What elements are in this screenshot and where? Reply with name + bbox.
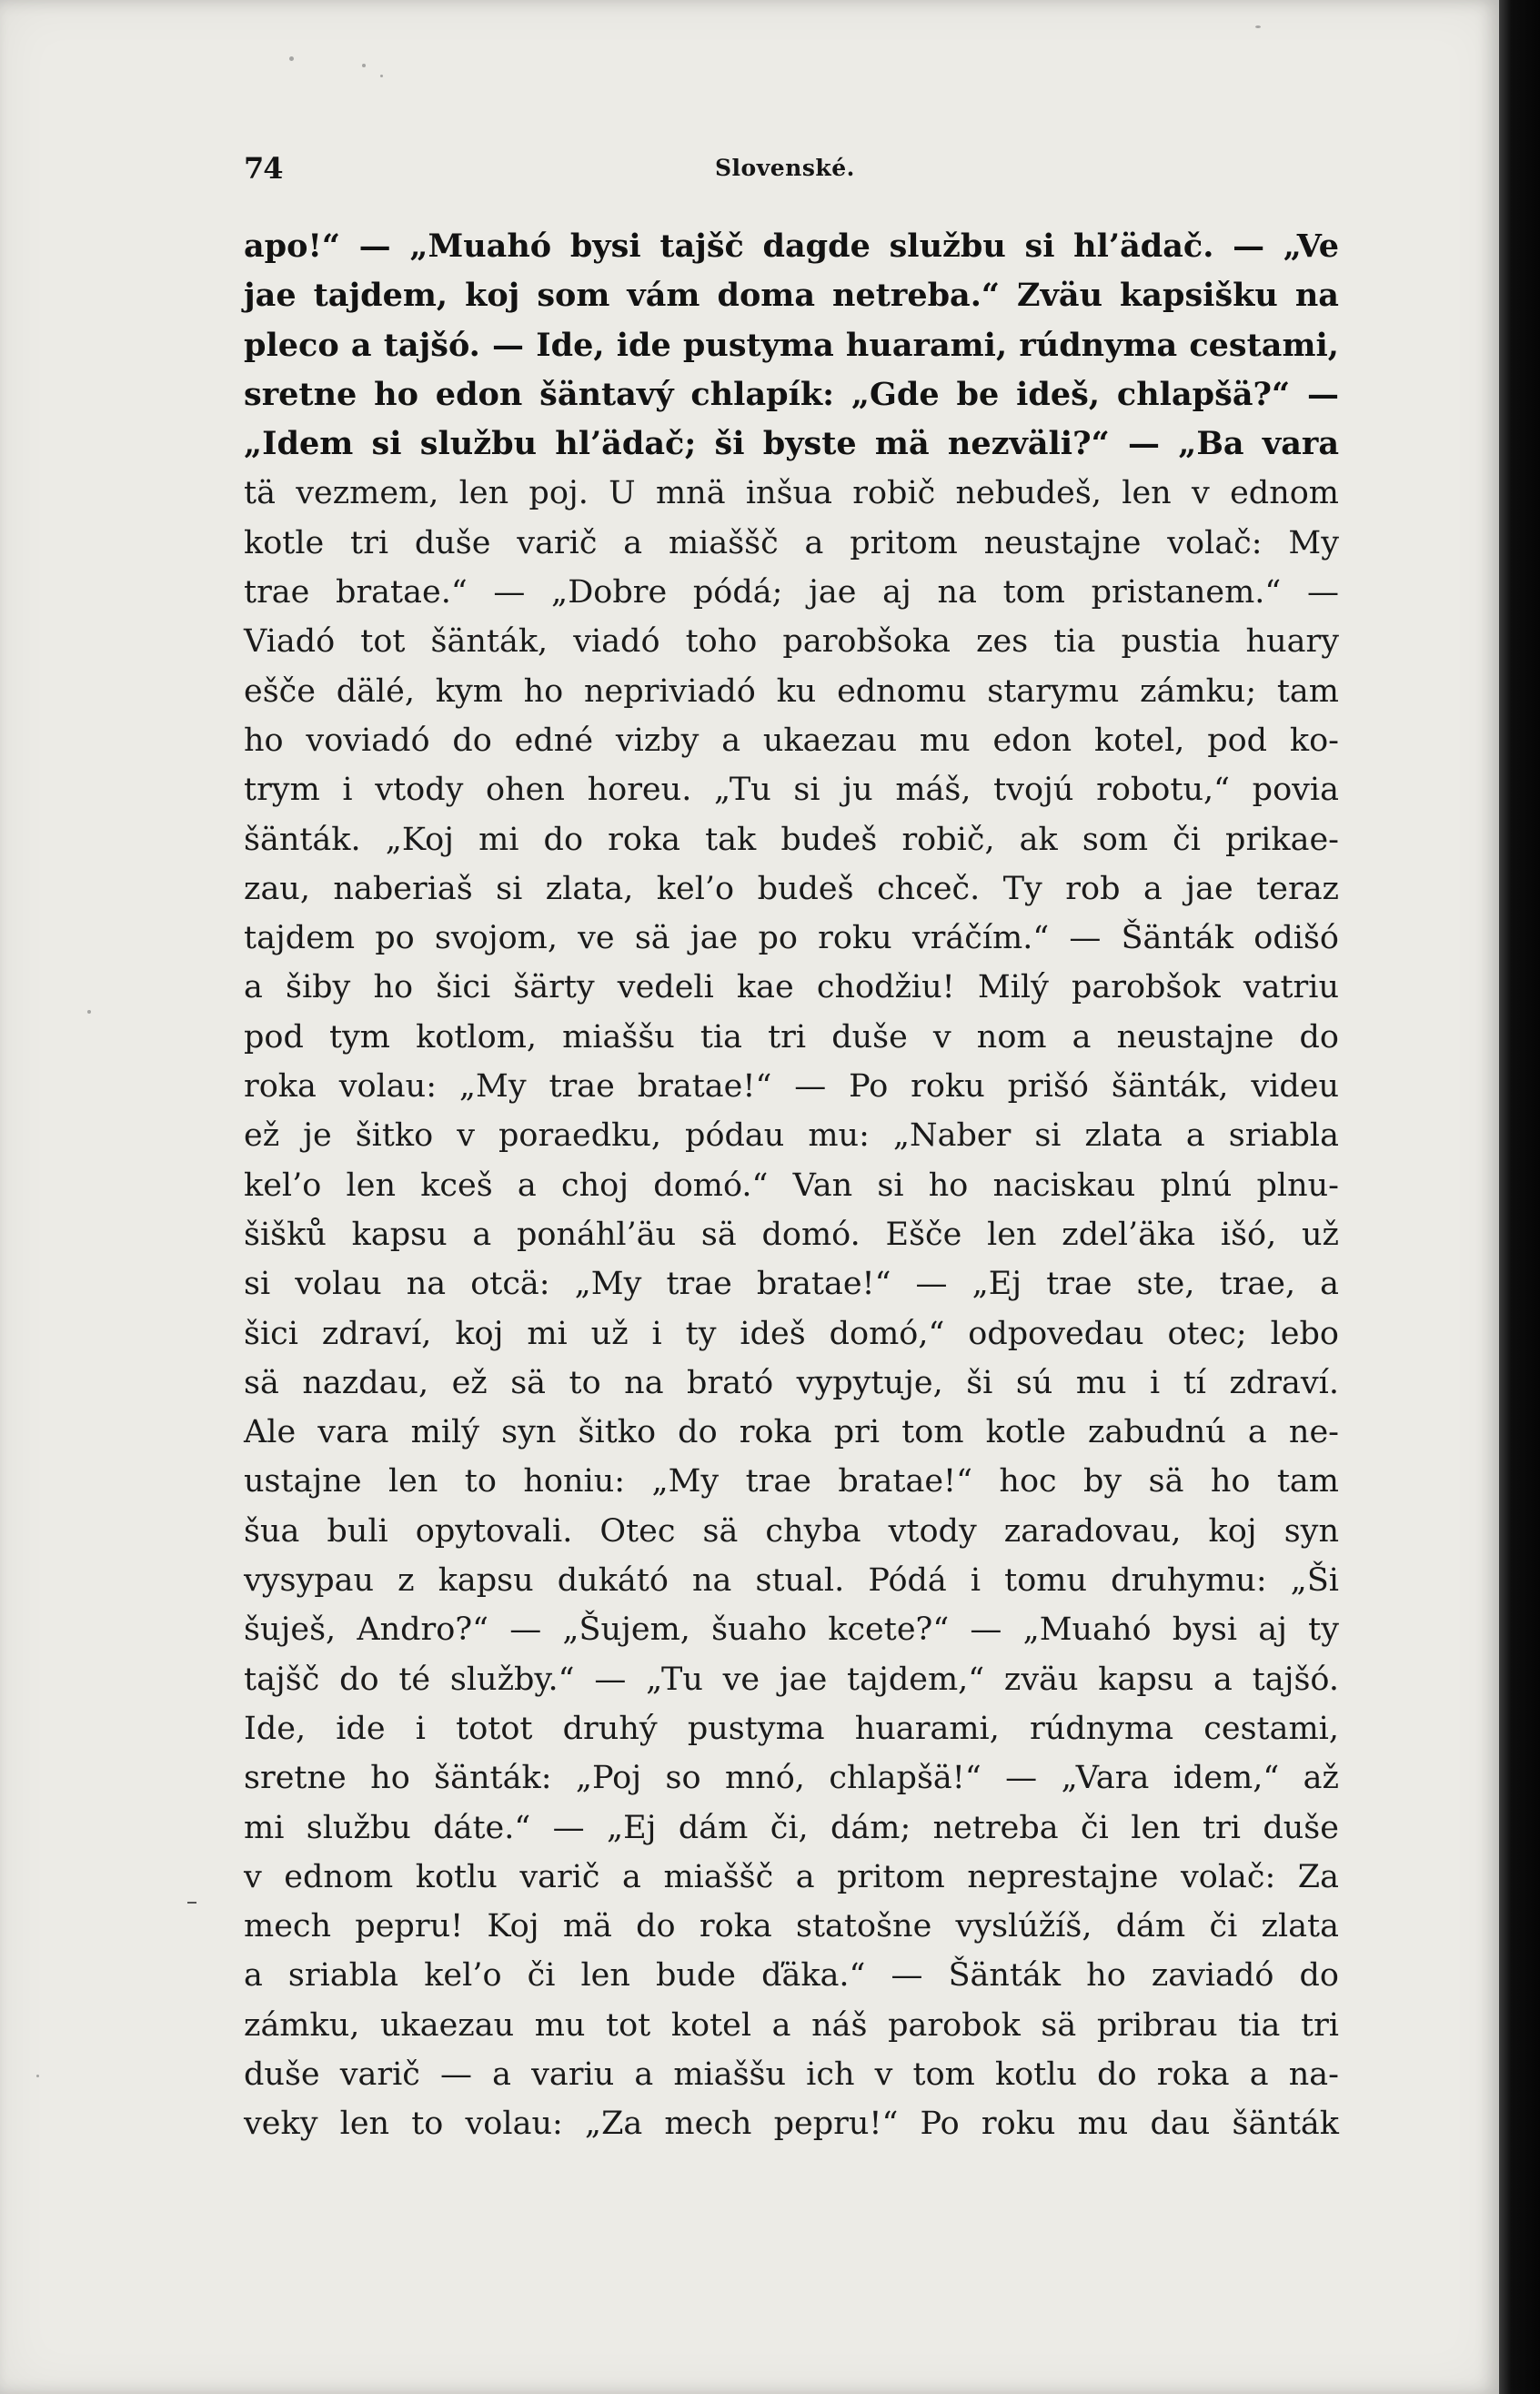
text-line: šänták. „Koj mi do roka tak budeš robič, ak som či prikae-	[244, 821, 1339, 858]
text-line: jae tajdem, koj som vám doma netreba.“ Zväu kapsišku na	[244, 277, 1339, 315]
text-line: zámku, ukaezau mu tot kotel a náš parobok sä pribrau tia tri	[244, 2006, 1339, 2044]
text-line: tä vezmem, len poj. U mnä inšua robič nebudeš, len v ednom	[244, 475, 1339, 512]
running-title: Slovenské.	[715, 155, 855, 181]
text-line: a sriabla kel’o či len bude ďäka.“ — Šänták ho zaviadó do	[244, 1957, 1339, 1995]
text-line: tajdem po svojom, ve sä jae po roku vráčím.“ — Šänták odišó	[244, 920, 1339, 957]
page-header	[244, 151, 1339, 187]
text-body	[244, 222, 1339, 2149]
paper-speck	[1255, 25, 1261, 28]
text-line: ho voviadó do edné vizby a ukaezau mu edon kotel, pod ko-	[244, 722, 1339, 759]
text-line: šua buli opytovali. Otec sä chyba vtody zaradovau, koj syn	[244, 1512, 1339, 1550]
paper-speck	[362, 64, 366, 67]
text-line: roka volau: „My trae bratae!“ — Po roku prišó šänták, videu	[244, 1068, 1339, 1106]
text-line: ešče dälé, kym ho nepriviadó ku ednomu starymu zámku; tam	[244, 672, 1339, 710]
paper-speck	[380, 75, 383, 77]
text-line: sretne ho edon šäntavý chlapík: „Gde be ideš, chlapšä?“ —	[244, 375, 1339, 413]
text-line: trym i vtody ohen horeu. „Tu si ju máš, tvojú robotu,“ povia	[244, 772, 1339, 809]
text-line: a šiby ho šici šärty vedeli kae chodžiu! Milý parobšok vatriu	[244, 969, 1339, 1006]
text-line: šici zdraví, koj mi už i ty ideš domó,“ odpovedau otec; lebo	[244, 1315, 1339, 1352]
text-line: apo!“ — „Muahó bysi tajšč dagde službu si hl’ädač. — „Ve	[244, 227, 1339, 265]
text-line: pod tym kotlom, miaššu tia tri duše v nom a neustajne do	[244, 1018, 1339, 1056]
paper-speck	[36, 2075, 39, 2077]
paper-speck	[289, 56, 294, 61]
text-line: veky len to volau: „Za mech pepru!“ Po roku mu dau šänták	[244, 2106, 1339, 2143]
text-line: pleco a tajšó. — Ide, ide pustyma huarami, rúdnyma cestami,	[244, 326, 1339, 364]
text-line: mi službu dáte.“ — „Ej dám či, dám; netreba či len tri duše	[244, 1809, 1339, 1846]
text-line: šišků kapsu a ponáhl’äu sä domó. Ešče len zdel’äka išó, už	[244, 1216, 1339, 1253]
text-line: kel’o len kceš a choj domó.“ Van si ho naciskau plnú plnu-	[244, 1167, 1339, 1204]
paper-speck	[87, 1010, 91, 1014]
text-line: si volau na otcä: „My trae bratae!“ — „Ej trae ste, trae, a	[244, 1266, 1339, 1303]
text-line: „Idem si službu hl’ädač; ši byste mä nezväli?“ — „Ba vara	[244, 425, 1339, 463]
text-line: sä nazdau, ež sä to na brató vypytuje, ši sú mu i tí zdraví.	[244, 1364, 1339, 1401]
text-line: Ale vara milý syn šitko do roka pri tom kotle zabudnú a ne-	[244, 1414, 1339, 1451]
text-line: ustajne len to honiu: „My trae bratae!“ hoc by sä ho tam	[244, 1463, 1339, 1500]
text-line: tajšč do té služby.“ — „Tu ve jae tajdem,“ zväu kapsu a tajšó.	[244, 1661, 1339, 1698]
text-line: v ednom kotlu varič a miaššč a pritom neprestajne volač: Za	[244, 1858, 1339, 1895]
text-line: trae bratae.“ — „Dobre pódá; jae aj na tom pristanem.“ —	[244, 574, 1339, 611]
page-number: 74	[244, 151, 283, 186]
text-line: zau, naberiaš si zlata, kel’o budeš chceč. Ty rob a jae teraz	[244, 870, 1339, 907]
scan-dark-edge	[1499, 0, 1540, 2394]
text-line: šuješ, Andro?“ — „Šujem, šuaho kcete?“ — „Muahó bysi aj ty	[244, 1611, 1339, 1649]
text-line: kotle tri duše varič a miaššč a pritom neustajne volač: My	[244, 524, 1339, 561]
text-line: duše varič — a variu a miaššu ich v tom kotlu do roka a na-	[244, 2056, 1339, 2093]
text-line: ež je šitko v poraedku, pódau mu: „Naber si zlata a sriabla	[244, 1117, 1339, 1155]
text-line: vysypau z kapsu dukátó na stual. Pódá i tomu druhymu: „Ši	[244, 1562, 1339, 1600]
text-line: Ide, ide i totot druhý pustyma huarami, rúdnyma cestami,	[244, 1710, 1339, 1747]
text-line: mech pepru! Koj mä do roka statošne vyslúžíš, dám či zlata	[244, 1908, 1339, 1945]
margin-mark	[187, 1902, 196, 1904]
text-line: sretne ho šänták: „Poj so mnó, chlapšä!“ — „Vara idem,“ až	[244, 1760, 1339, 1797]
text-line: Viadó tot šänták, viadó toho parobšoka zes tia pustia huary	[244, 623, 1339, 661]
